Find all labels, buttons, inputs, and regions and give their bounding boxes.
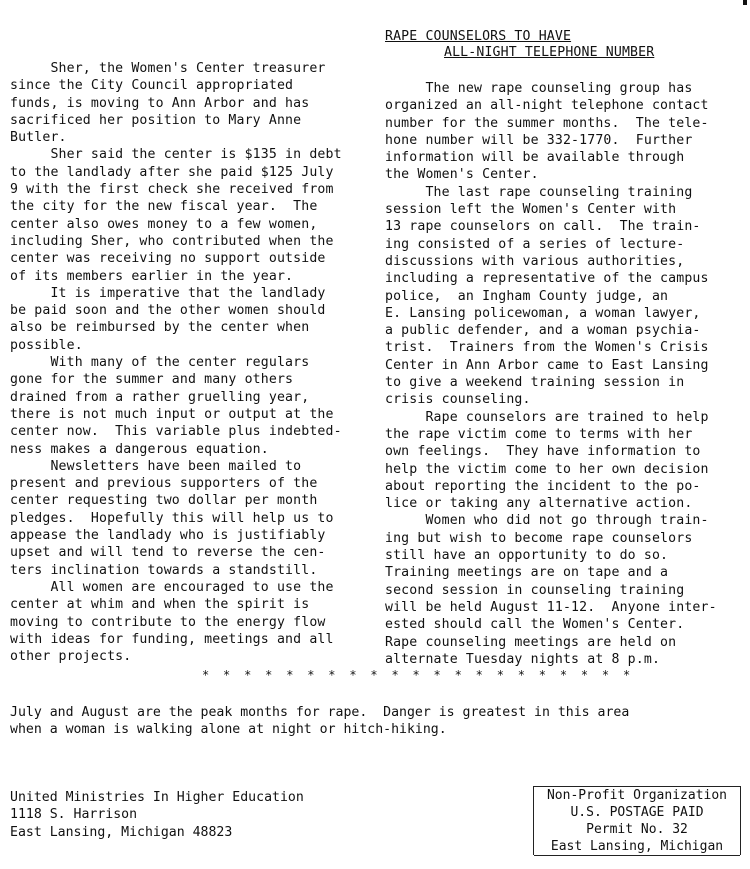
- article-line: drained from a rather gruelling year,: [10, 389, 310, 405]
- article-line: It is imperative that the landlady: [10, 285, 326, 301]
- article-line: alternate Tuesday nights at 8 p.m.: [385, 651, 661, 667]
- article-line: other projects.: [10, 649, 132, 665]
- article-line: ters inclination towards a standstill.: [10, 562, 318, 578]
- postage-line: U.S. POSTAGE PAID: [570, 805, 704, 820]
- article-line: there is not much input or output at the: [10, 406, 334, 422]
- article-line: still have an opportunity to do so.: [385, 548, 669, 564]
- article-line: ing but wish to become rape counselors: [385, 530, 693, 546]
- footnote-line: July and August are the peak months for rape. Danger is greatest in this area: [10, 705, 630, 720]
- article-line: help the victim come to her own decision: [385, 461, 709, 477]
- article-line: Training meetings are on tape and a: [385, 565, 669, 581]
- postage-line: Non-Profit Organization: [546, 788, 727, 803]
- article-line: Women who did not go through train-: [385, 513, 709, 529]
- corner-mark: [743, 0, 747, 5]
- article-line: Butler.: [10, 130, 67, 146]
- address-line: East Lansing, Michigan 48823: [10, 824, 233, 840]
- star-separator: * * * * * * * * * * * * * * * * * * * * *: [202, 668, 634, 682]
- article-line: own feelings. They have information to: [385, 444, 701, 460]
- article-line: All women are encouraged to use the: [10, 579, 334, 595]
- article-line: second session in counseling training: [385, 582, 685, 598]
- article-line: 13 rape counselors on call. The train-: [385, 219, 701, 235]
- article-line: E. Lansing policewoman, a woman lawyer,: [385, 305, 701, 321]
- article-line: center also owes money to a few women,: [10, 216, 318, 232]
- article-line: session left the Women's Center with: [385, 202, 677, 218]
- article-line: With many of the center regulars: [10, 355, 310, 371]
- article-line: the Women's Center.: [385, 167, 539, 183]
- article-line: sacrificed her position to Mary Anne: [10, 112, 302, 128]
- article-line: the rape victim come to terms with her: [385, 426, 693, 442]
- article-line: organized an all-night telephone contact: [385, 98, 709, 114]
- address-line: United Ministries In Higher Education: [10, 790, 304, 805]
- article-line: including Sher, who contributed when the: [10, 233, 334, 249]
- article-headline-line-2: ALL-NIGHT TELEPHONE NUMBER: [444, 45, 655, 60]
- article-line: about reporting the incident to the po-: [385, 478, 701, 494]
- article-line: trist. Trainers from the Women's Crisis: [385, 340, 709, 356]
- article-line: of its members earlier in the year.: [10, 268, 294, 284]
- article-line: center was receiving no support outside: [10, 251, 326, 267]
- article-line: the city for the new fiscal year. The: [10, 199, 318, 215]
- postage-indicia: [533, 786, 741, 855]
- postage-line: Permit No. 32: [586, 822, 688, 837]
- article-line: Newsletters have been mailed to: [10, 458, 302, 474]
- article-line: Rape counseling meetings are held on: [385, 634, 677, 650]
- article-line: Center in Ann Arbor came to East Lansing: [385, 357, 709, 373]
- article-line: The last rape counseling training: [385, 184, 693, 200]
- article-line: police, an Ingham County judge, an: [385, 288, 669, 304]
- article-line: since the City Council appropriated: [10, 78, 294, 94]
- headline-spacer: [385, 60, 747, 80]
- postage-line: East Lansing, Michigan: [534, 838, 740, 856]
- article-line: will be held August 11-12. Anyone inter-: [385, 599, 717, 615]
- article-line: a public defender, and a woman psychia-: [385, 323, 701, 339]
- article-line: upset and will tend to reverse the cen-: [10, 545, 326, 561]
- article-line: present and previous supporters of the: [10, 476, 318, 492]
- article-line: center now. This variable plus indebted-: [10, 424, 342, 440]
- article-line: be paid soon and the other women should: [10, 303, 326, 319]
- article-line: center at whim and when the spirit is: [10, 597, 310, 613]
- article-line: with ideas for funding, meetings and all: [10, 631, 334, 647]
- article-line: ness makes a dangerous equation.: [10, 441, 269, 457]
- footnote-line: when a woman is walking alone at night or hitch-hiking.: [10, 722, 447, 738]
- article-line: gone for the summer and many others: [10, 372, 294, 388]
- article-line: funds, is moving to Ann Arbor and has: [10, 95, 310, 111]
- article-line: also be reimbursed by the center when: [10, 320, 310, 336]
- article-headline-line-1: RAPE COUNSELORS TO HAVE: [385, 29, 572, 44]
- article-line: discussions with various authorities,: [385, 253, 685, 269]
- article-line: ested should call the Women's Center.: [385, 617, 685, 633]
- article-line: including a representative of the campus: [385, 271, 709, 287]
- article-line: crisis counseling.: [385, 392, 531, 408]
- article-line: Sher, the Women's Center treasurer: [10, 61, 326, 76]
- article-line: to the landlady after she paid $125 July: [10, 164, 334, 180]
- article-line: possible.: [10, 337, 83, 353]
- article-line: The new rape counseling group has: [385, 81, 693, 96]
- article-line: hone number will be 332-1770. Further: [385, 132, 693, 148]
- article-line: to give a weekend training session in: [385, 375, 685, 391]
- article-line: ing consisted of a series of lecture-: [385, 236, 685, 252]
- address-line: 1118 S. Harrison: [10, 807, 138, 823]
- article-line: information will be available through: [385, 150, 685, 166]
- article-line: 9 with the first check she received from: [10, 182, 334, 198]
- return-address: [10, 789, 304, 841]
- article-line: center requesting two dollar per month: [10, 493, 318, 509]
- article-line: appease the landlady who is justifiably: [10, 528, 326, 544]
- article-line: Rape counselors are trained to help: [385, 409, 709, 425]
- article-rape-counselors: [385, 28, 747, 668]
- article-line: lice or taking any alternative action.: [385, 496, 693, 512]
- article-women-center-finances: [10, 60, 362, 665]
- article-line: pledges. Hopefully this will help us to: [10, 510, 334, 526]
- safety-footnote: [10, 704, 730, 739]
- article-line: number for the summer months. The tele-: [385, 115, 709, 131]
- article-line: moving to contribute to the energy flow: [10, 614, 326, 630]
- article-line: Sher said the center is $135 in debt: [10, 147, 342, 163]
